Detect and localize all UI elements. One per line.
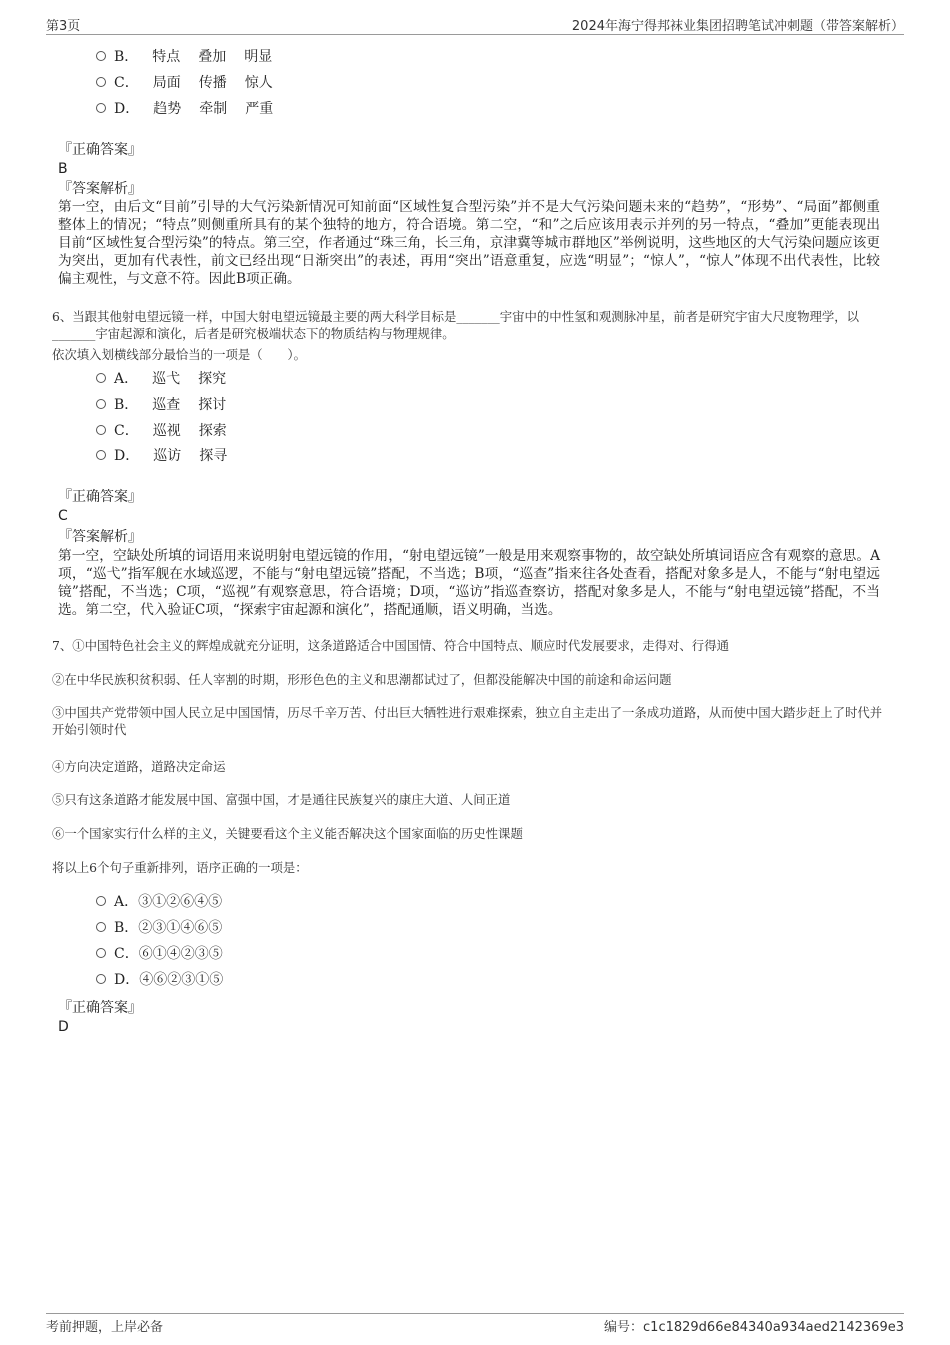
q5-answer: B	[58, 161, 68, 177]
q5-answer-label: 『正确答案』	[58, 142, 142, 158]
radio-icon[interactable]	[96, 77, 106, 87]
q5-option-b[interactable]: B． 特点 叠加 明显	[96, 48, 272, 66]
q6-analysis: 第一空，空缺处所填的词语用来说明射电望远镜的作用，“射电望远镜”一般是用来观察事物的，故空缺处所填词语应含有观察的意思。A项，“巡弋”指军舰在水域巡逻，不能与“射电望远镜”搭配，不当选；B项，“巡查”指来往各处查看，搭配对象多是人，不能与“射电望远镜”搭配，不当选；C项，“巡视”有观察意思，符合语境；D项，“巡访”指巡查察访，搭配对象多是人，不能与“射电望远镜”搭配，不当选。第二空，代入验证C项，“探索宇宙起源和演化”，搭配通顺，语义明确，当选。	[58, 548, 880, 618]
q7-option-b[interactable]: B．②③①④⑥⑤	[96, 919, 222, 937]
q6-option-a[interactable]: A． 巡弋 探究	[96, 370, 226, 388]
q5-option-c[interactable]: C． 局面 传播 惊人	[96, 74, 273, 92]
radio-icon[interactable]	[96, 974, 106, 984]
q6-stem: 6、当跟其他射电望远镜一样，中国大射电望远镜最主要的两大科学目标是_______宇宙中的中性氢和观测脉冲星，前者是研究宇宙大尺度物理学，以_______宇宙起源和演化，后者是研究极端状态下的物质结构与物理规律。	[52, 309, 860, 341]
q5-analysis-label: 『答案解析』	[58, 181, 142, 197]
q6-option-c[interactable]: C． 巡视 探索	[96, 422, 227, 440]
q6-prompt: 依次填入划横线部分最恰当的一项是（ ）。	[52, 347, 307, 362]
page-header	[46, 14, 904, 35]
document-title: 2024年海宁得邦袜业集团招聘笔试冲刺题（带答案解析）	[571, 19, 904, 34]
q6-answer: C	[58, 508, 68, 524]
radio-icon[interactable]	[96, 103, 106, 113]
page-number: 第3页	[46, 19, 81, 34]
q6-analysis-label: 『答案解析』	[58, 529, 142, 545]
q7-sentence-4: ④方向决定道路，道路决定命运	[52, 759, 226, 774]
q7-answer: D	[58, 1019, 69, 1035]
radio-icon[interactable]	[96, 948, 106, 958]
q6-option-d[interactable]: D． 巡访 探寻	[96, 447, 227, 465]
q6-answer-label: 『正确答案』	[58, 489, 142, 505]
radio-icon[interactable]	[96, 399, 106, 409]
q5-analysis: 第一空，由后文“目前”引导的大气污染新情况可知前面“区域性复合型污染”并不是大气污染问题未来的“趋势”，“形势”、“局面”都侧重整体上的情况；“特点”则侧重所具有的某个独特的地方，符合语境。第二空，“和”之后应该用表示并列的另一特点，“叠加”更能表现出目前“区域性复合型污染”的特点。第三空，作者通过“珠三角，长三角，京津冀等城市群地区”举例说明，这些地区的大气污染问题应该更为突出，更加有代表性，前文已经出现“日渐突出”的表述，再用“突出”语意重复，应选“明显”；“惊人”，“惊人”体现不出代表性，比较偏主观性，与文意不符。因此B项正确。	[58, 199, 880, 287]
q7-option-d[interactable]: D．④⑥②③①⑤	[96, 971, 223, 989]
radio-icon[interactable]	[96, 896, 106, 906]
q7-answer-label: 『正确答案』	[58, 1000, 142, 1016]
q7-sentence-3: ③中国共产党带领中国人民立足中国国情，历尽千辛万苦、付出巨大牺牲进行艰难探索，独立自主走出了一条成功道路，从而使中国大踏步赶上了时代并开始引领时代	[52, 705, 883, 737]
q7-option-c[interactable]: C．⑥①④②③⑤	[96, 945, 223, 963]
q7-sentence-1: 7、①中国特色社会主义的辉煌成就充分证明，这条道路适合中国国情、符合中国特点、顺应时代发展要求，走得对、行得通	[52, 638, 729, 653]
q7-sentence-5: ⑤只有这条道路才能发展中国、富强中国，才是通往民族复兴的康庄大道、人间正道	[52, 792, 511, 807]
radio-icon[interactable]	[96, 51, 106, 61]
q5-option-d[interactable]: D． 趋势 牵制 严重	[96, 100, 273, 118]
radio-icon[interactable]	[96, 450, 106, 460]
radio-icon[interactable]	[96, 373, 106, 383]
q7-sentence-2: ②在中华民族积贫积弱、任人宰割的时期，形形色色的主义和思潮都试过了，但都没能解决中国的前途和命运问题	[52, 672, 672, 687]
footer-slogan: 考前押题，上岸必备	[46, 1320, 164, 1335]
radio-icon[interactable]	[96, 425, 106, 435]
q7-sentence-6: ⑥一个国家实行什么样的主义，关键要看这个主义能否解决这个国家面临的历史性课题	[52, 826, 523, 841]
q7-prompt: 将以上6个句子重新排列，语序正确的一项是：	[52, 860, 308, 875]
radio-icon[interactable]	[96, 922, 106, 932]
q6-option-b[interactable]: B． 巡查 探讨	[96, 396, 226, 414]
q7-option-a[interactable]: A．③①②⑥④⑤	[96, 893, 222, 911]
document-code: 编号：c1c1829d66e84340a934aed2142369e3	[604, 1320, 904, 1335]
page-footer	[46, 1313, 904, 1335]
